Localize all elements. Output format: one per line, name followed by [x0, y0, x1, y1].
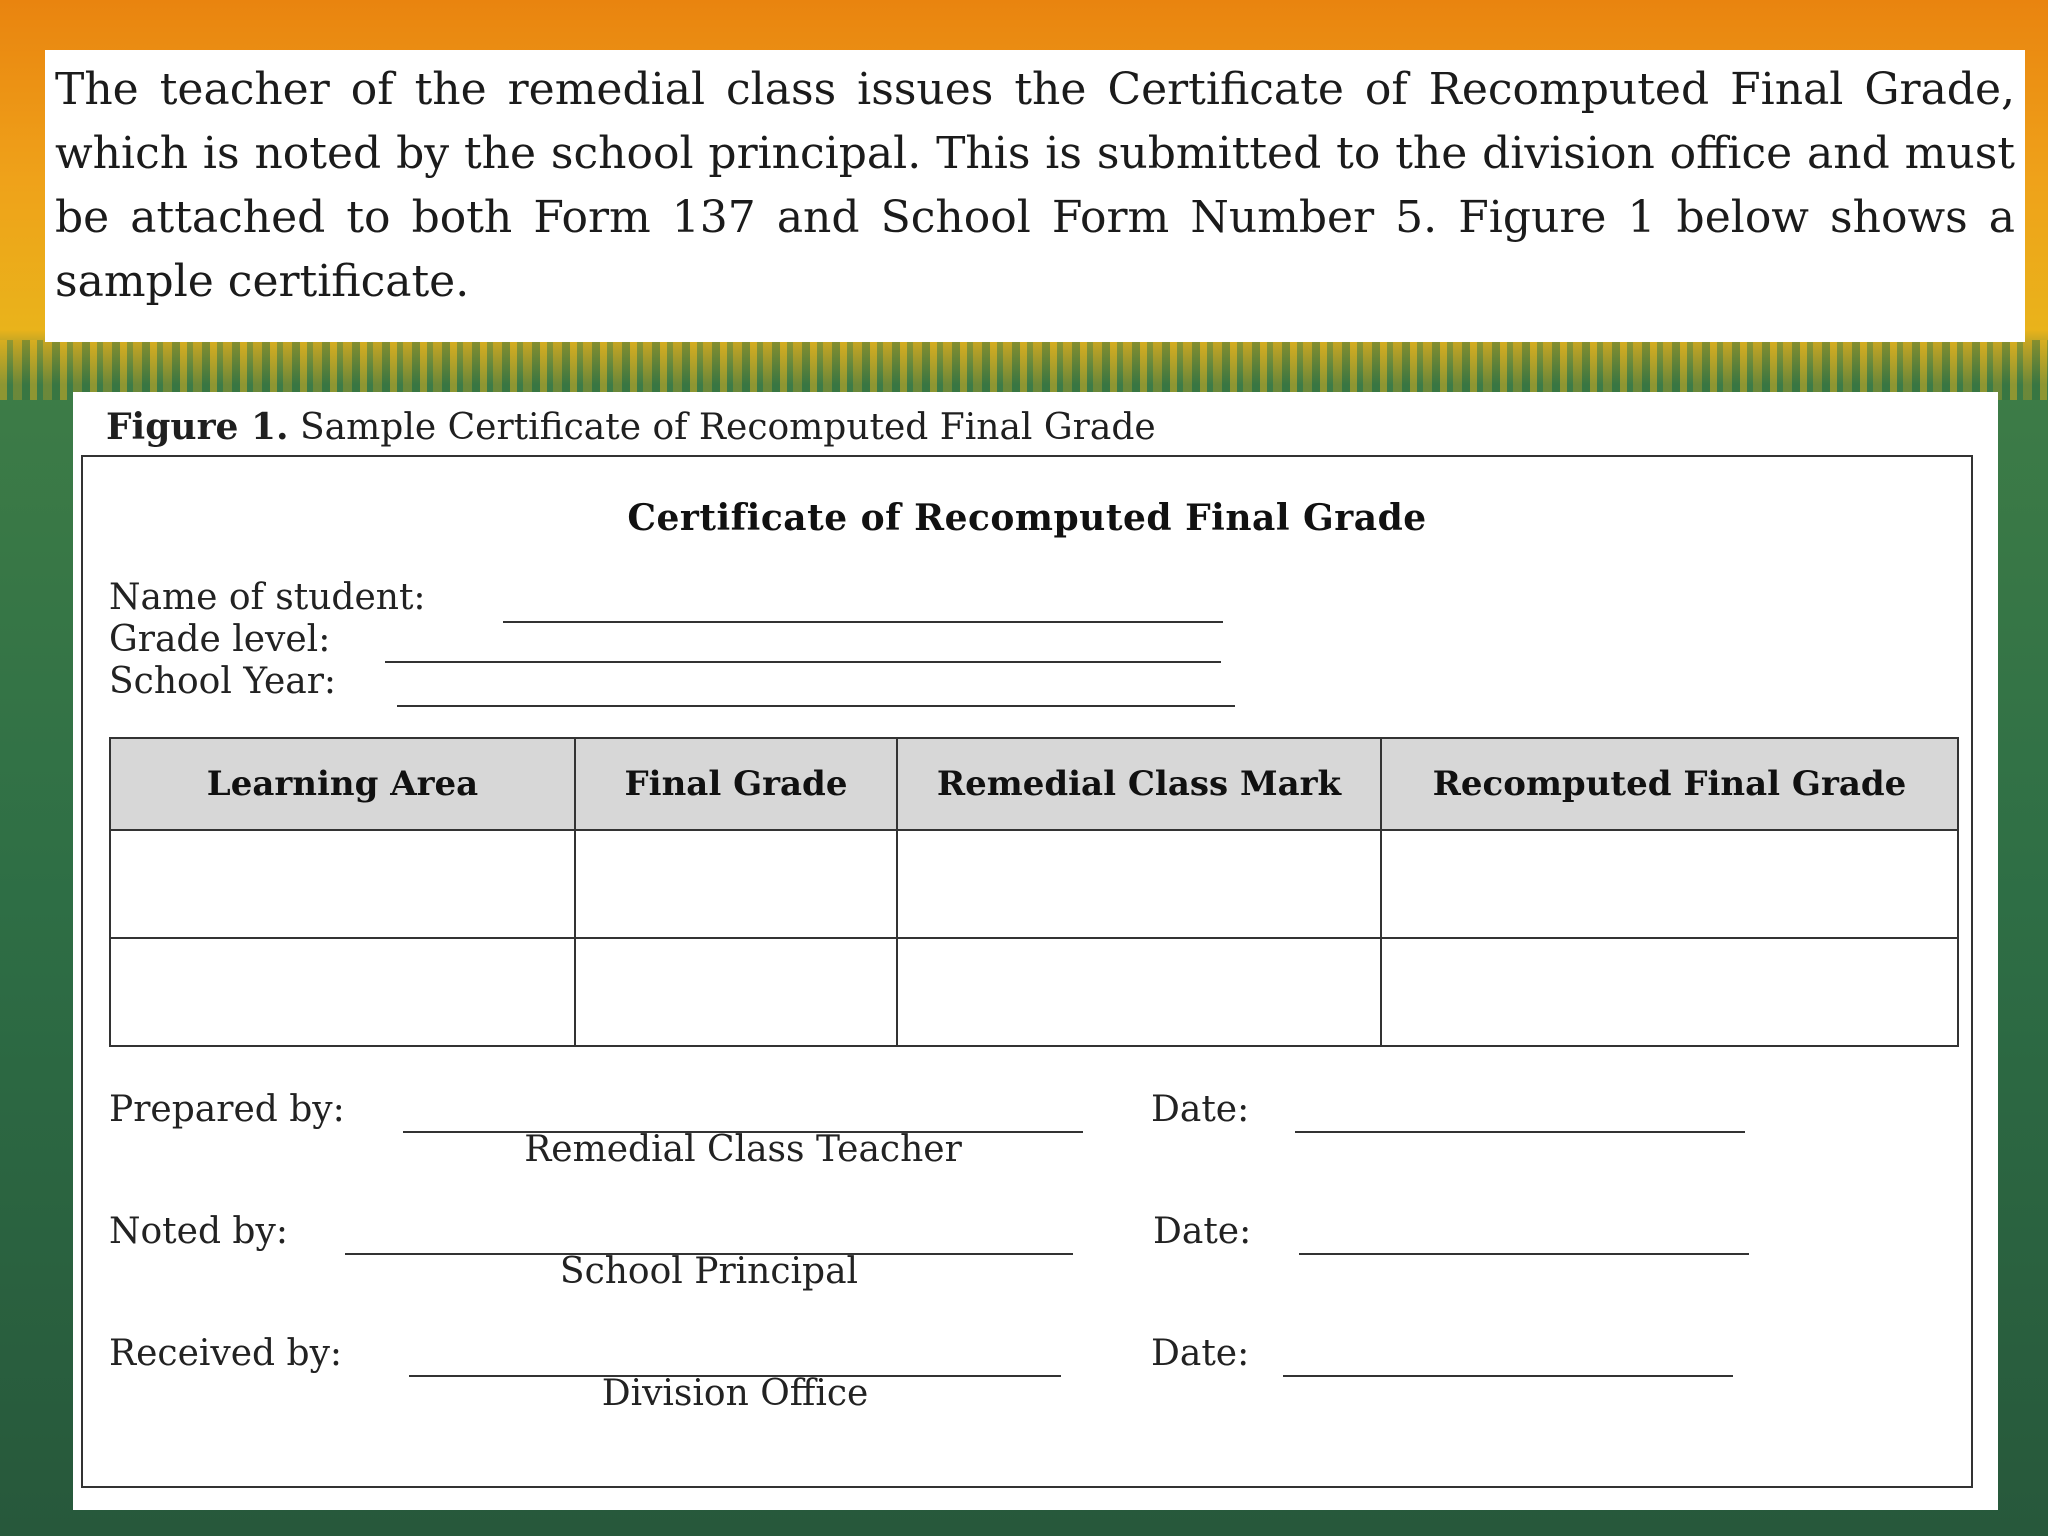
received-by-role: Division Office: [601, 1373, 869, 1414]
certificate-title: Certificate of Recomputed Final Grade: [627, 497, 1427, 539]
table-cell: [897, 830, 1381, 938]
figure-caption: [106, 406, 1156, 448]
header-learning-area: Learning Area: [110, 738, 575, 830]
received-date-label: Date:: [1151, 1333, 1250, 1374]
intro-paragraph: The teacher of the remedial class issues the Certificate of Recomputed Final Grade, which is noted by the school principal. This is submitted to the division office and must be attached to both Form 137 and School Form Number 5. Figure 1 below shows a sample certificate.: [55, 64, 2015, 307]
table-cell: [110, 938, 575, 1046]
grade-level-label: Grade level:: [109, 619, 331, 660]
table-cell: [110, 830, 575, 938]
prepared-by-label: Prepared by:: [109, 1089, 345, 1130]
school-year-label: School Year:: [109, 661, 337, 702]
table-cell: [575, 938, 897, 1046]
table-header-row: [110, 738, 1958, 830]
received-by-label: Received by:: [109, 1333, 343, 1374]
intro-text-box: [45, 50, 2025, 342]
certificate-frame: [81, 455, 1973, 1488]
prepared-date-line: [1295, 1131, 1745, 1133]
header-final-grade: Final Grade: [575, 738, 897, 830]
table-cell: [1381, 938, 1958, 1046]
figure-document: [73, 392, 1998, 1510]
noted-date-line: [1299, 1253, 1749, 1255]
table-cell: [575, 830, 897, 938]
header-remedial-class-mark: Remedial Class Mark: [897, 738, 1381, 830]
decorative-grunge-border: [0, 340, 2048, 400]
grades-table: [109, 737, 1959, 1047]
table-row: [110, 938, 1958, 1046]
prepared-by-role: Remedial Class Teacher: [524, 1129, 962, 1170]
grade-level-line: [385, 661, 1221, 663]
noted-date-label: Date:: [1153, 1211, 1252, 1252]
prepared-date-label: Date:: [1151, 1089, 1250, 1130]
table-cell: [1381, 830, 1958, 938]
name-of-student-line: [503, 621, 1223, 623]
noted-by-role: School Principal: [559, 1251, 859, 1292]
received-date-line: [1283, 1375, 1733, 1377]
figure-caption-text: Sample Certificate of Recomputed Final Grade: [288, 407, 1156, 448]
name-of-student-label: Name of student:: [109, 577, 426, 618]
noted-by-label: Noted by:: [109, 1211, 288, 1252]
figure-number: Figure 1.: [106, 406, 289, 448]
table-row: [110, 830, 1958, 938]
header-recomputed-final-grade: Recomputed Final Grade: [1381, 738, 1958, 830]
school-year-line: [397, 705, 1235, 707]
table-cell: [897, 938, 1381, 1046]
